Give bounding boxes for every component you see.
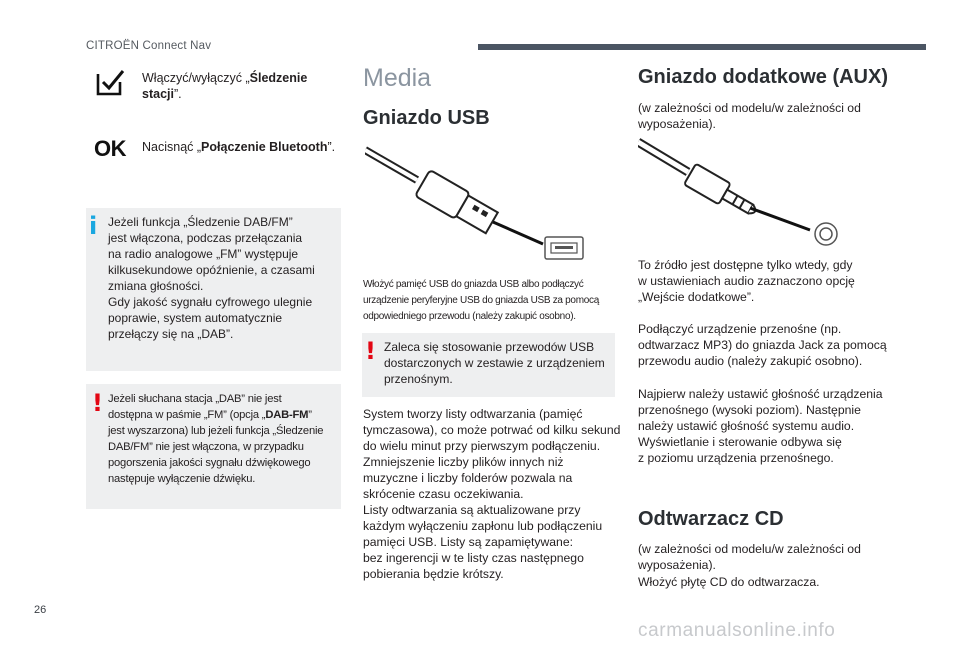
step-track-station: Włączyć/wyłączyć „Śledzenie stacji”. — [142, 71, 308, 101]
usb-plug-illustration — [365, 144, 590, 264]
warning-icon: ! — [365, 337, 376, 365]
jack-plug-illustration — [638, 134, 843, 249]
usb-caption: Włożyć pamięć USB do gniazda USB albo podłączyć urządzenie peryferyjne USB do gniazda USB za pomocą odpowiedniego przewodu (należy zakupić osobno). — [363, 279, 599, 322]
heading-aux: Gniazdo dodatkowe (AUX) — [638, 66, 888, 88]
info-icon: i — [89, 212, 98, 240]
watermark: carmanualsonline.info — [638, 620, 836, 641]
header-bar — [478, 44, 926, 50]
heading-cd: Odtwarzacz CD — [638, 508, 784, 530]
warning-note-text: Jeżeli słuchana stacja „DAB” nie jest dostępna w paśmie „FM” (opcja „DAB-FM” jest wyszarzona) lub jeżeli funkcja „Śledzenie DAB/FM” nie jest włączona, w przypadku pogorszenia jakości sygnału dźwiękowego następuje wyłączenie dźwięku. — [108, 393, 324, 485]
cd-intro: (w zależności od modelu/w zależności od wyposażenia). — [638, 542, 861, 572]
usb-warning-text: Zaleca się stosowanie przewodów USB dostarczonych w zestawie z urządzeniem przenośnym. — [384, 340, 605, 386]
aux-paragraph-1: To źródło jest dostępne tylko wtedy, gdy w ustawieniach audio zaznaczono opcję „Wejście dodatkowe”. — [638, 258, 855, 304]
usb-body-text: System tworzy listy odtwarzania (pamięć tymczasowa), co może potrwać od kilku sekund do wielu minut przy pierwszym podłączeniu. Zmniejszenie liczby plików innych niż muzyczne i liczby folderów pozwala na skrócenie czasu oczekiwania. Listy odtwarzania są aktualizowane przy każdym wyłączeniu zapłonu lub podłączeniu pamięci USB. Listy są zapamiętywane: bez ingerencji w te listy czas następnego pobierania będzie krótszy. — [363, 407, 621, 581]
page-number: 26 — [34, 604, 47, 616]
aux-paragraph-3: Najpierw należy ustawić głośność urządzenia przenośnego (wysoki poziom). Następnie należy ustawić głośność systemu audio. Wyświetlanie i sterowanie odbywa się z poziomu urządzenia przenośnego. — [638, 387, 883, 465]
checkbox-check-icon — [96, 68, 126, 96]
ok-icon: OK — [94, 136, 126, 161]
info-note-text: Jeżeli funkcja „Śledzenie DAB/FM” jest włączona, podczas przełączania na radio analogowe „FM” występuje kilkusekundowe opóźnienie, a czasami zmiana głośności. Gdy jakość sygnału cyfrowego ulegnie poprawie, system automatycznie przełączy się na „DAB”. — [108, 215, 315, 341]
aux-paragraph-2: Podłączyć urządzenie przenośne (np. odtwarzacz MP3) do gniazda Jack za pomocą przewodu audio (należy zakupić osobno). — [638, 322, 887, 368]
cd-paragraph-1: Włożyć płytę CD do odtwarzacza. — [638, 575, 820, 589]
heading-usb: Gniazdo USB — [363, 107, 490, 129]
aux-intro: (w zależności od modelu/w zależności od wyposażenia). — [638, 101, 861, 131]
header-title: CITROËN Connect Nav — [86, 40, 212, 52]
warning-icon: ! — [92, 389, 103, 417]
section-title-media: Media — [363, 64, 432, 92]
step-bluetooth-connection: Nacisnąć „Połączenie Bluetooth”. — [142, 140, 336, 154]
